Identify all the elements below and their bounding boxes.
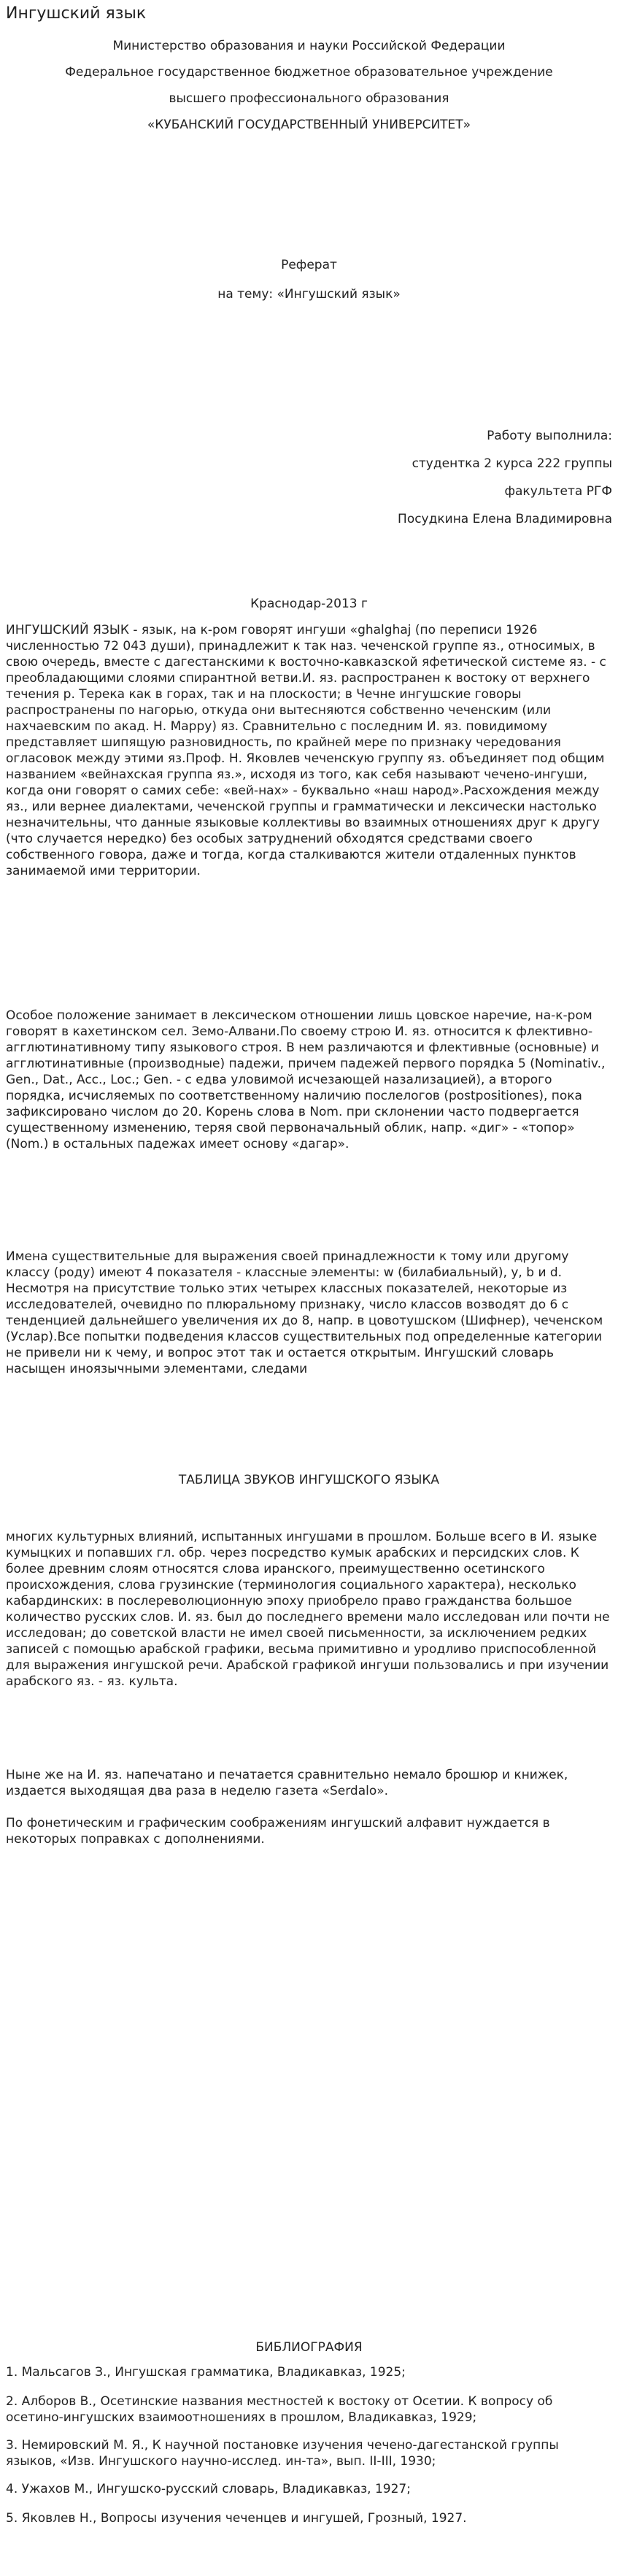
paragraph-noun-classes: Имена существительные для выражения своей принадлежности к тому или другому классу (роду) имеют 4 показателя - классные элементы: w (билабиальный), y, b и d. Несмотря на присутствие только этих четырех классных показателей, некоторые из исследователей, очевидно по плюральному признаку, число классов возводят до 6 с тенденцией дальнейшего увеличения их до 8, напр. в цовотушском (Шифнер), чеченском (Услар).Все попытки подведения классов существительных под определенные категории не привели ни к чему, и вопрос этот так и остается открытым. Ингушский словарь насыщен иноязычными элементами, следами bbox=[6, 1249, 603, 1376]
author-course: студентка 2 курса 222 группы bbox=[412, 456, 612, 471]
paragraph-intro: ИНГУШСКИЙ ЯЗЫК - язык, на к-ром говорят ингуши «ghalghaj (по переписи 1926 численностью 72 043 души), принадлежит к так наз. чеченской группе яз., относимых, в свою очередь, вместе с дагестанскими к восточно-кавказской яфетической системе яз. - с преобладающими слоями спирантной ветви.И. яз. распространен к востоку от верхнего течения р. Терека как в горах, так и на плоскости; в Чечне ингушские говоры распространены по нагорью, откуда они вытесняются собственно чеченским (или нахчаевским по акад. Н. Марру) яз. Сравнительно с последним И. яз. повидимому представляет шипящую разновидность, по крайней мере по признаку чередования огласовок между этими яз.Проф. Н. Яковлев чеченскую группу яз. объединяет под общим названием «вейнахская группа яз.», исходя из того, как себя называют чечено-ингуши, когда они говорят о самих себе: «вей-нах» - буквально «наш народ».Расхождения между яз., или вернее диалектами, чеченской группы и грамматически и лексически настолько незначительны, что данные языковые коллективы во взаимных отношениях друг к другу (что случается нередко) без особых затруднений обходятся средствами своего собственного говора, даже и тогда, когда сталкиваются жители отдаленных пунктов занимаемой ими территории. bbox=[6, 623, 606, 878]
work-topic: на тему: «Ингушский язык» bbox=[217, 287, 401, 302]
bibliography-item: 4. Ужахов М., Ингушско-русский словарь, Владикавказ, 1927; bbox=[6, 2482, 411, 2496]
institution-line-1: Федеральное государственное бюджетное образовательное учреждение bbox=[65, 65, 553, 80]
paragraph-grammar: Особое положение занимает в лексическом отношении лишь цовское наречие, на-к-ром говорят в кахетинском сел. Земо-Алвани.По своему строю И. яз. относится к флективно-агглютинативному типу языкового строя. В нем различаются и флективные (основные) и агглютинативные (производные) падежи, причем падежей первого порядка 5 (Nominativ., Gen., Dat., Acc., Loc.; Gen. - с едва уловимой исчезающей назализацией), а второго порядка, исчисляемых по соответственному наличию послелогов (postpositiones), пока зафиксировано числом до 20. Корень слова в Nom. при склонении часто подвергается существенному изменению, теряя свой первоначальный облик, напр. «диг» - «топор» (Nom.) в остальных падежах имеет основу «дагар». bbox=[6, 1008, 606, 1151]
bibliography-item: 3. Немировский М. Я., К научной постановке изучения чечено-дагестанской группы языков, «Изв. Ингушского научно-исслед. ин-та», вып. II-III, 1930; bbox=[6, 2438, 559, 2469]
author-faculty: факультета РГФ bbox=[504, 484, 612, 499]
ministry-line: Министерство образования и науки Российской Федерации bbox=[112, 39, 506, 53]
bibliography-heading: БИБЛИОГРАФИЯ bbox=[255, 2340, 363, 2355]
bibliography-item: 2. Алборов В., Осетинские названия местностей к востоку от Осетии. К вопросу об осетино-ингушских взаимоотношениях в прошлом, Владикавказ, 1929; bbox=[6, 2394, 553, 2425]
paragraph-lexicon: многих культурных влияний, испытанных ингушами в прошлом. Больше всего в И. языке кумыцких и попавших гл. обр. через посредство кумык арабских и персидских слов. К более древним слоям относятся слова иранского, преимущественно осетинского происхождения, слова грузинские (терминология социального характера), несколько кабардинских: в послереволюционную эпоху приобрело право гражданства большое количество русских слов. И. яз. был до последнего времени мало исследован или почти не исследован; до советской власти не имел своей письменности, за исключением редких записей с помощью арабской графики, весьма примитивно и уродливо приспособленной для выражения ингушской речи. Арабской графикой ингуши пользовались и при изучении арабского яз. - яз. культа. bbox=[6, 1530, 610, 1689]
city-year: Краснодар-2013 г bbox=[250, 597, 368, 611]
paragraph-publishing: Ныне же на И. яз. напечатано и печатается сравнительно немало брошюр и книжек, издается выходящая два раза в неделю газета «Serdalo». bbox=[6, 1768, 568, 1798]
bibliography-item: 1. Мальсагов З., Ингушская грамматика, Владикавказ, 1925; bbox=[6, 2365, 406, 2380]
document-title: Ингушский язык bbox=[6, 4, 147, 23]
institution-line-2: высшего профессионального образования bbox=[169, 91, 449, 106]
author-label: Работу выполнила: bbox=[487, 429, 612, 443]
table-heading: ТАБЛИЦА ЗВУКОВ ИНГУШСКОГО ЯЗЫКА bbox=[178, 1473, 440, 1487]
university-name: «КУБАНСКИЙ ГОСУДАРСТВЕННЫЙ УНИВЕРСИТЕТ» bbox=[147, 118, 471, 132]
work-type: Реферат bbox=[281, 258, 337, 272]
bibliography-item: 5. Яковлев Н., Вопросы изучения чеченцев и ингушей, Грозный, 1927. bbox=[6, 2511, 467, 2526]
paragraph-alphabet: По фонетическим и графическим соображениям ингушский алфавит нуждается в некоторых поправках с дополнениями. bbox=[6, 1816, 550, 1847]
author-name: Посудкина Елена Владимировна bbox=[398, 512, 612, 526]
